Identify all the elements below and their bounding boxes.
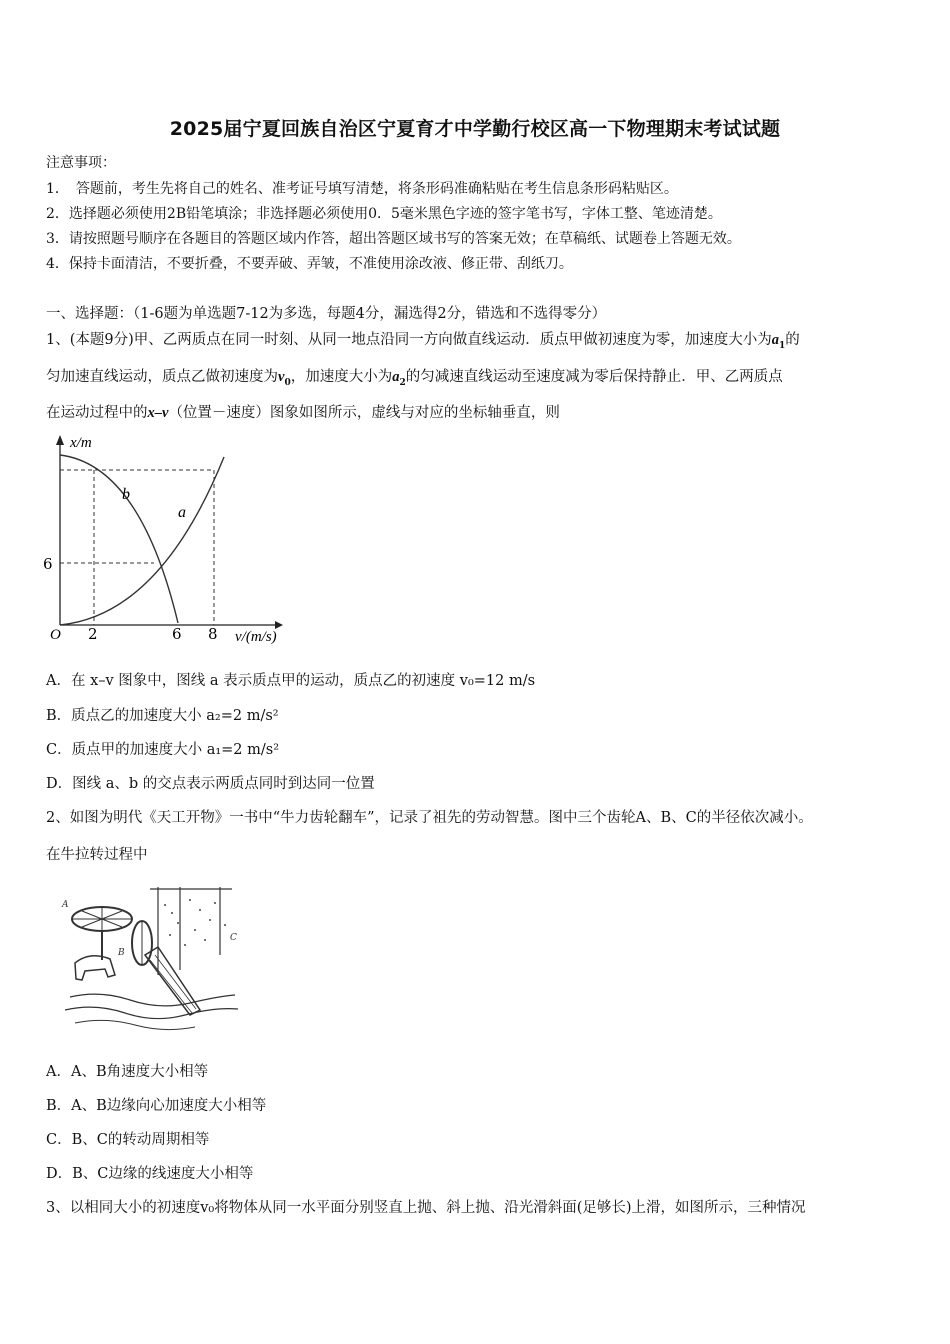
notice-item-1: 1． 答题前，考生先将自己的姓名、准考证号填写清楚，将条形码准确粘贴在考生信息条形码粘贴区。 <box>46 181 678 197</box>
origin-label: O <box>50 627 61 643</box>
x-tick-2: 2 <box>88 625 98 643</box>
notice-item-2: 2．选择题必须使用2B铅笔填涂；非选择题必须使用0．5毫米黑色字迹的签字笔书写，字体工整、笔迹清楚。 <box>46 206 722 222</box>
svg-text:A: A <box>62 900 69 910</box>
q1-option-c[interactable]: C．质点甲的加速度大小 a₁=2 m/s² <box>46 742 280 758</box>
y-tick-6: 6 <box>43 555 53 573</box>
q3-line-1: 3、以相同大小的初速度v₀将物体从同一水平面分别竖直上抛、斜上抛、沿光滑斜面(足够长)上滑，如图所示，三种情况 <box>46 1200 806 1216</box>
y-axis-label: x/m <box>70 435 92 451</box>
ox-gear-waterwheel-illustration <box>60 885 240 1035</box>
x-axis-arrow <box>275 621 283 629</box>
curve-a <box>60 457 224 625</box>
q2-line-2: 在牛拉转过程中 <box>46 847 148 863</box>
svg-text:C: C <box>230 933 237 943</box>
curve-b <box>60 455 178 623</box>
q1-option-d[interactable]: D．图线 a、b 的交点表示两质点同时到达同一位置 <box>46 776 375 792</box>
notice-item-3: 3．请按照题号顺序在各题目的答题区域内作答，超出答题区域书写的答案无效；在草稿纸、试题卷上答题无效。 <box>46 231 741 247</box>
q1-line-2: 匀加速直线运动，质点乙做初速度为$v_0$，加速度大小为$a_2$的匀减速直线运动至速度减为零后保持静止．甲、乙两质点 <box>46 369 783 388</box>
section-heading: 一、选择题：（1-6题为单选题7-12为多选，每题4分，漏选得2分，错选和不选得零分） <box>46 306 607 322</box>
x-tick-8: 8 <box>208 625 218 643</box>
q1-line-3: 在运动过程中的x–v（位置－速度）图象如图所示，虚线与对应的坐标轴垂直，则 <box>46 405 560 421</box>
page-title: 2025届宁夏回族自治区宁夏育才中学勤行校区高一下物理期末考试试题 <box>169 118 781 140</box>
q2-line-1: 2、如图为明代《天工开物》一书中“牛力齿轮翻车”，记录了祖先的劳动智慧。图中三个齿轮A、B、C的半径依次减小。 <box>46 810 813 826</box>
q2-option-a[interactable]: A．A、B角速度大小相等 <box>46 1064 209 1080</box>
x-axis-label: v/(m/s) <box>235 629 277 645</box>
notice-item-4: 4．保持卡面清洁，不要折叠，不要弄破、弄皱，不准使用涂改液、修正带、刮纸刀。 <box>46 256 573 272</box>
x-v-graph <box>40 425 300 650</box>
curve-a-label: a <box>178 504 186 521</box>
y-axis-arrow <box>56 435 64 445</box>
q2-option-d[interactable]: D．B、C边缘的线速度大小相等 <box>46 1166 254 1182</box>
curve-b-label: b <box>122 486 130 503</box>
q2-option-b[interactable]: B．A、B边缘向心加速度大小相等 <box>46 1098 267 1114</box>
q1-option-b[interactable]: B．质点乙的加速度大小 a₂=2 m/s² <box>46 708 279 724</box>
x-tick-6: 6 <box>172 625 182 643</box>
notice-heading: 注意事项： <box>46 155 116 171</box>
q1-line-1: 1、(本题9分)甲、乙两质点在同一时刻、从同一地点沿同一方向做直线运动．质点甲做初速度为零，加速度大小为$a_1$的 <box>46 332 800 351</box>
q2-option-c[interactable]: C．B、C的转动周期相等 <box>46 1132 210 1148</box>
svg-text:B: B <box>118 948 125 958</box>
q1-option-a[interactable]: A．在 x–v 图象中，图线 a 表示质点甲的运动，质点乙的初速度 v₀=12 m/s <box>46 673 536 689</box>
